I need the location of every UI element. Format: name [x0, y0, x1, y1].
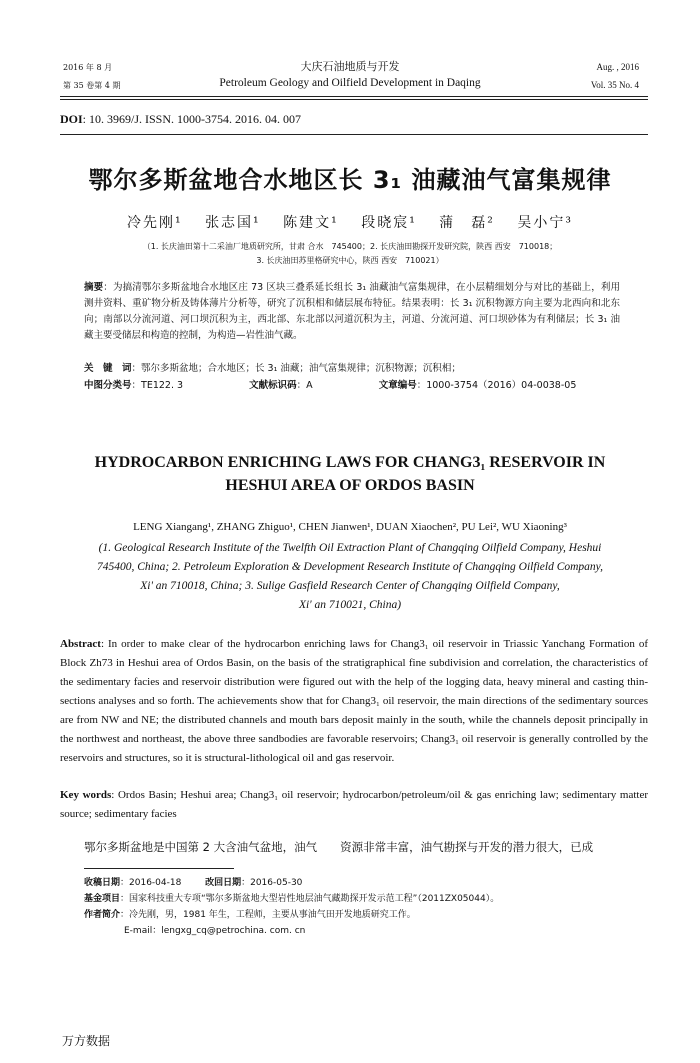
authors-cn [40, 212, 660, 232]
article-no-value: ：1000-3754（2016）04-0038-05 [416, 380, 577, 391]
affiliation-en-line: Xi' an 710018, China; 3. Sulige Gasfield Research Center of Changqing Oilfield Company, [140, 580, 560, 592]
clc-label: 中图分类号 [84, 380, 132, 391]
footnotes [84, 875, 644, 939]
keywords-cn [84, 361, 620, 377]
affiliation-line: （1. 长庆油田第十二采油厂地质研究所，甘肃 合水 745400；2. 长庆油田勘探开发研究院，陕西 西安 710018； [142, 242, 558, 251]
author-cn: 蒲 磊² [439, 215, 495, 231]
doi [60, 112, 301, 127]
header-date-en: Aug. , 2016 [596, 62, 639, 72]
classification [84, 378, 620, 394]
received-value: ：2016-04-18 [120, 878, 182, 888]
abstract-en-label: Abstract [60, 638, 101, 650]
footnote-email[interactable]: E-mail：lengxg_cq@petrochina. com. cn [124, 926, 306, 936]
affiliation-line: 3. 长庆油田苏里格研究中心，陕西 西安 710021） [256, 256, 444, 265]
header-rule [60, 96, 648, 97]
doc-code-value: ：A [296, 380, 313, 391]
title-en [40, 451, 660, 497]
author-cn: 吴小宁³ [517, 215, 573, 231]
doi-label: DOI [60, 112, 83, 126]
affiliation-en-line: 745400, China; 2. Petroleum Exploration & Development Research Institute of Changqing Oilfield Company, [96, 561, 604, 573]
keywords-en [60, 786, 648, 824]
authors-en: LENG Xiangang¹, ZHANG Zhiguo¹, CHEN Jianwen¹, DUAN Xiaochen², PU Lei², WU Xiaoning³ [133, 521, 567, 533]
keywords-en-label: Key words [60, 789, 112, 801]
footnote-dates [84, 875, 644, 891]
revised-label: 改回日期 [205, 878, 242, 888]
journal-name-cn: 大庆石油地质与开发 [300, 60, 400, 73]
doi-rule [60, 134, 648, 135]
revised-value: ：2016-05-30 [241, 878, 303, 888]
author-cn: 张志国¹ [205, 215, 261, 231]
body-intro: 鄂尔多斯盆地是中国第 2 大含油气盆地，油气 资源非常丰富，油气勘探与开发的潜力很大，已成 [84, 840, 594, 854]
keywords-cn-label: 关 键 词 [84, 363, 132, 374]
abstract-en-text: : In order to make clear of the hydrocarbon enriching laws for Chang3₁ oil reservoir in Triassic Yanchang Formation of Block Zh73 in Heshui area of Ordos Basin, on the basis of the stratigraphical fine subdivision and correlation, the characteristics of the sedimentary facies and reservoir distribution were figured out with the help of the logging data, heavy mineral and casting thin-sections analyses and so forth. The achievements show that for Chang3₁ oil reservoir, the main directions of the sedimentary sources are from NW and NE; the distributed channels and mouth bars deposit mainly in the south, while the channels deposit principally in the northwest and northeast, the above three sandbodies are favorable reservoirs; Chang3₁ oil reservoir is generally controlled by the reservoirs and structures, so it is structural-lithological oil and gas reservoir. [60, 638, 648, 764]
header-date: 2016 年 8 月 [63, 63, 113, 72]
journal-name-en: Petroleum Geology and Oilfield Development in Daqing [219, 77, 481, 89]
author-bio-value: ：冷先刚，男，1981 年生，工程师，主要从事油气田开发地质研究工作。 [120, 910, 416, 920]
affiliations-en [55, 539, 645, 615]
abstract-cn-text: ：为搞清鄂尔多斯盆地合水地区庄 73 区块三叠系延长组长 3₁ 油藏油气富集规律，在小层精细划分与对比的基础上，利用测井资料、重矿物分析及铸体薄片分析等，研究了沉积相和储层展布特征。结果表明：长 3₁ 沉积物源方向主要为北西向和北东向；南部以分流河道、河口坝沉积为主，西北部、东北部以河道沉积为主，河道、分流河道、河口坝砂体为有利储层；长 3₁ 油藏主要受储层和构造的控制，为构造—岩性油气藏。 [84, 282, 620, 341]
article-no-label: 文章编号 [378, 380, 417, 391]
author-cn: 冷先刚¹ [126, 215, 183, 231]
header-rule-2 [60, 99, 648, 100]
affiliations-cn [40, 240, 660, 268]
doc-code-label: 文献标识码 [249, 380, 297, 391]
title-cn: 鄂尔多斯盆地合水地区长 3₁ 油藏油气富集规律 [88, 166, 612, 194]
received-label: 收稿日期 [84, 878, 121, 888]
watermark: 万方数据 [62, 1034, 111, 1048]
header-volume-en: Vol. 35 No. 4 [590, 80, 639, 90]
header-volume: 第 35 卷第 4 期 [63, 81, 121, 90]
fund-value: ：国家科技重大专项“鄂尔多斯盆地大型岩性地层油气藏勘探开发示范工程”（2011ZX05044）。 [120, 894, 500, 904]
doi-value: : 10. 3969/J. ISSN. 1000-3754. 2016. 04. 007 [82, 112, 302, 126]
author-cn: 陈建文¹ [283, 215, 339, 231]
title-en-line: HESHUI AREA OF ORDOS BASIN [225, 477, 475, 494]
abstract-cn [84, 280, 620, 344]
author-bio-label: 作者简介 [84, 910, 121, 920]
author-cn: 段晓宸¹ [361, 215, 417, 231]
abstract-en [60, 635, 648, 768]
abstract-cn-label: 摘要 [84, 282, 104, 293]
fund-label: 基金项目 [84, 894, 121, 904]
keywords-en-text: : Ordos Basin; Heshui area; Chang3₁ oil reservoir; hydrocarbon/petroleum/oil & gas enriching law; sedimentary matter source; sedimentary facies [60, 789, 648, 820]
keywords-cn-text: ：鄂尔多斯盆地；合水地区；长 3₁ 油藏；油气富集规律；沉积物源；沉积相； [131, 363, 461, 374]
footnote-rule [84, 868, 234, 869]
footnote-fund [84, 891, 644, 907]
affiliation-en-line: Xi' an 710021, China) [298, 599, 402, 611]
footnote-author [84, 907, 644, 923]
affiliation-en-line: (1. Geological Research Institute of the Twelfth Oil Extraction Plant of Changqing Oilfield Company, Heshui [98, 542, 602, 554]
clc-value: ：TE122. 3 [131, 380, 184, 391]
title-en-line: HYDROCARBON ENRICHING LAWS FOR CHANG3₁ RESERVOIR IN [94, 454, 606, 471]
